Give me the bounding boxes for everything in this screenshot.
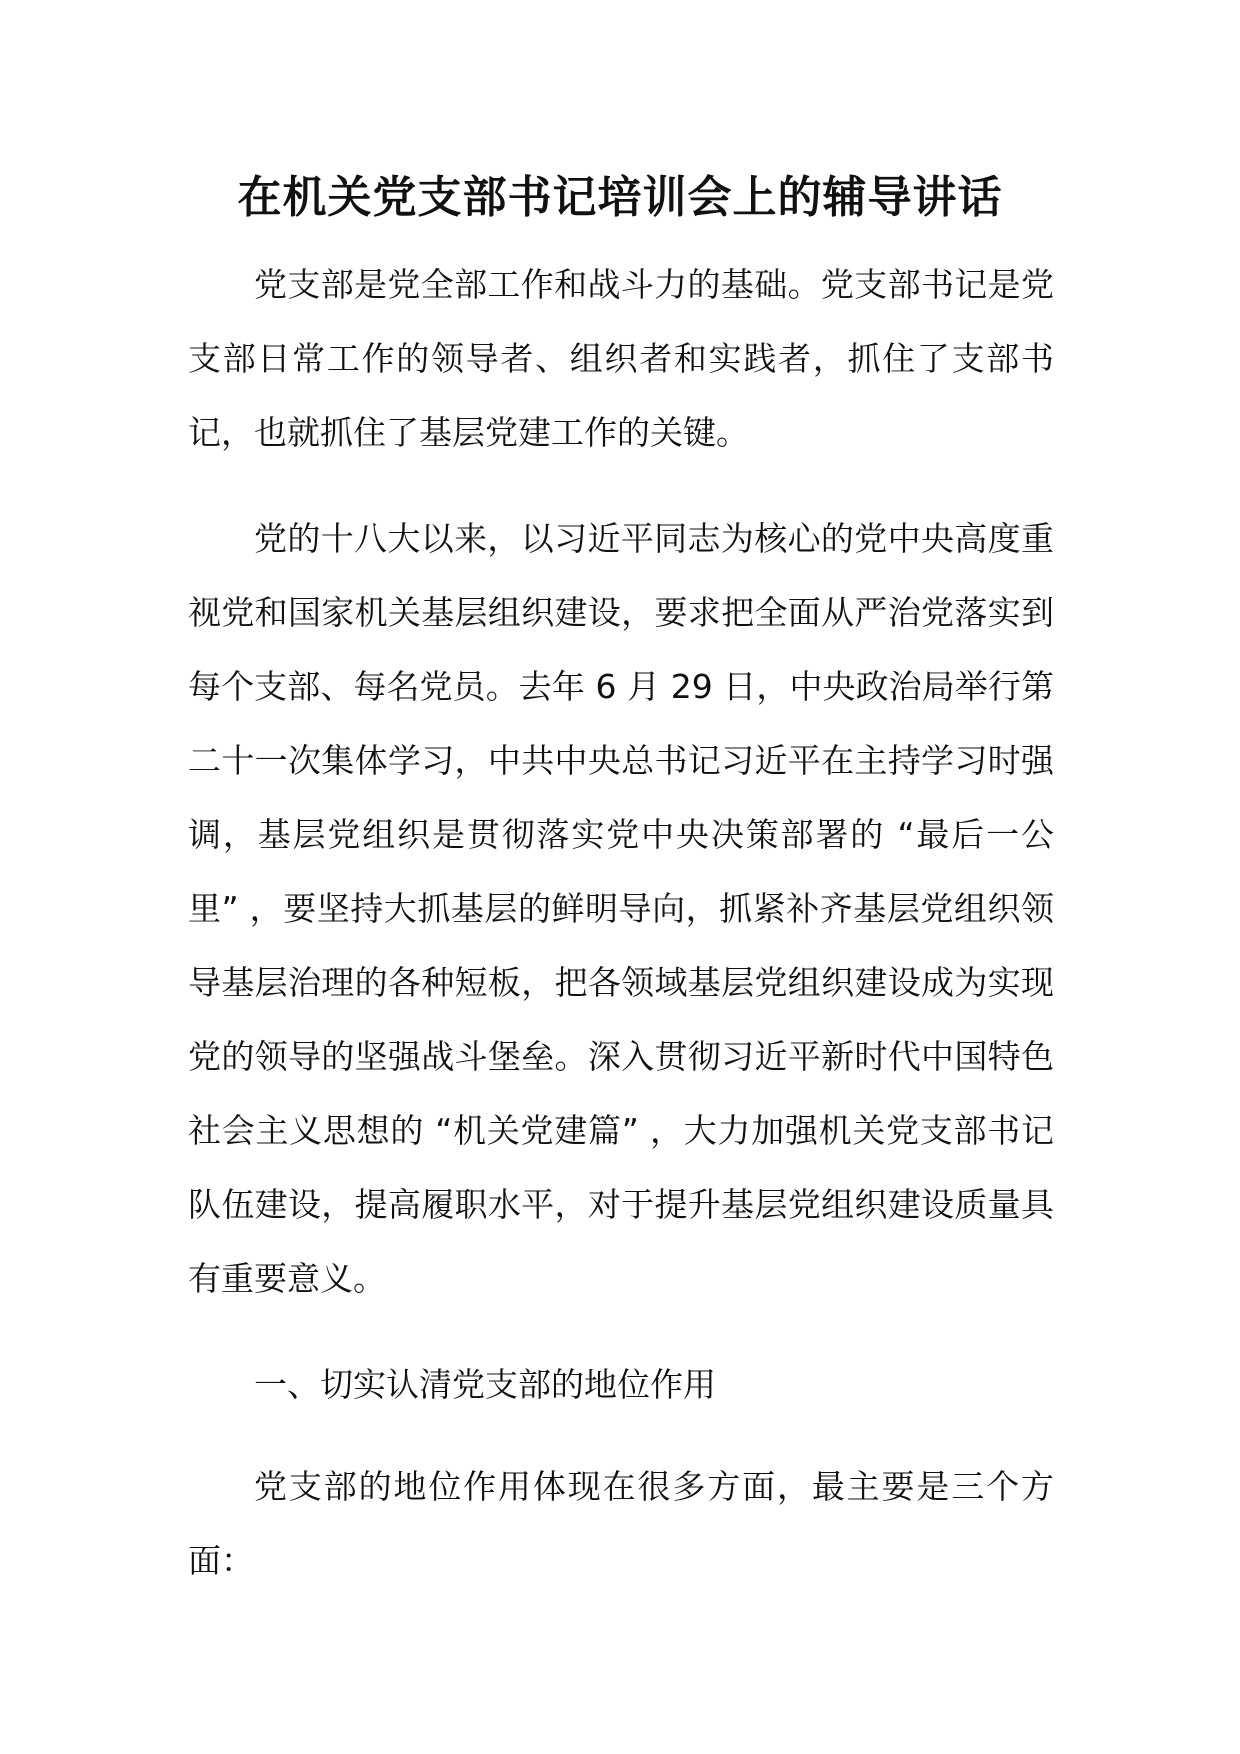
document-body [188, 248, 1054, 1630]
section-heading: 一、切实认清党支部的地位作用 [254, 1365, 716, 1404]
document-title: 在机关党支部书记培训会上的辅导讲话 [237, 172, 1003, 223]
paragraph-1: 党支部是党全部工作和战斗力的基础。党支部书记是党支部日常工作的领导者、组织者和实践者，抓住了支部书记，也就抓住了基层党建工作的关键。 [188, 265, 1054, 452]
paragraph-2: 党的十八大以来，以习近平同志为核心的党中央高度重视党和国家机关基层组织建设，要求把全面从严治党落实到每个支部、每名党员。去年 6 月 29 日，中央政治局举行第二十一次集体学习，中共中央总书记习近平在主持学习时强调，基层党组织是贯彻落实党中央决策部署的 “最后一公里” ，要坚持大抓基层的鲜明导向，抓紧补齐基层党组织领导基层治理的各种短板，把各领域基层党组织建设成为实现党的领导的坚强战斗堡垒。深入贯彻习近平新时代中国特色社会主义思想的 “机关党建篇” ，大力加强机关党支部书记队伍建设，提高履职水平，对于提升基层党组织建设质量具有重要意义。 [188, 519, 1054, 1298]
section-paragraph: 党支部的地位作用体现在很多方面，最主要是三个方面： [188, 1467, 1054, 1580]
